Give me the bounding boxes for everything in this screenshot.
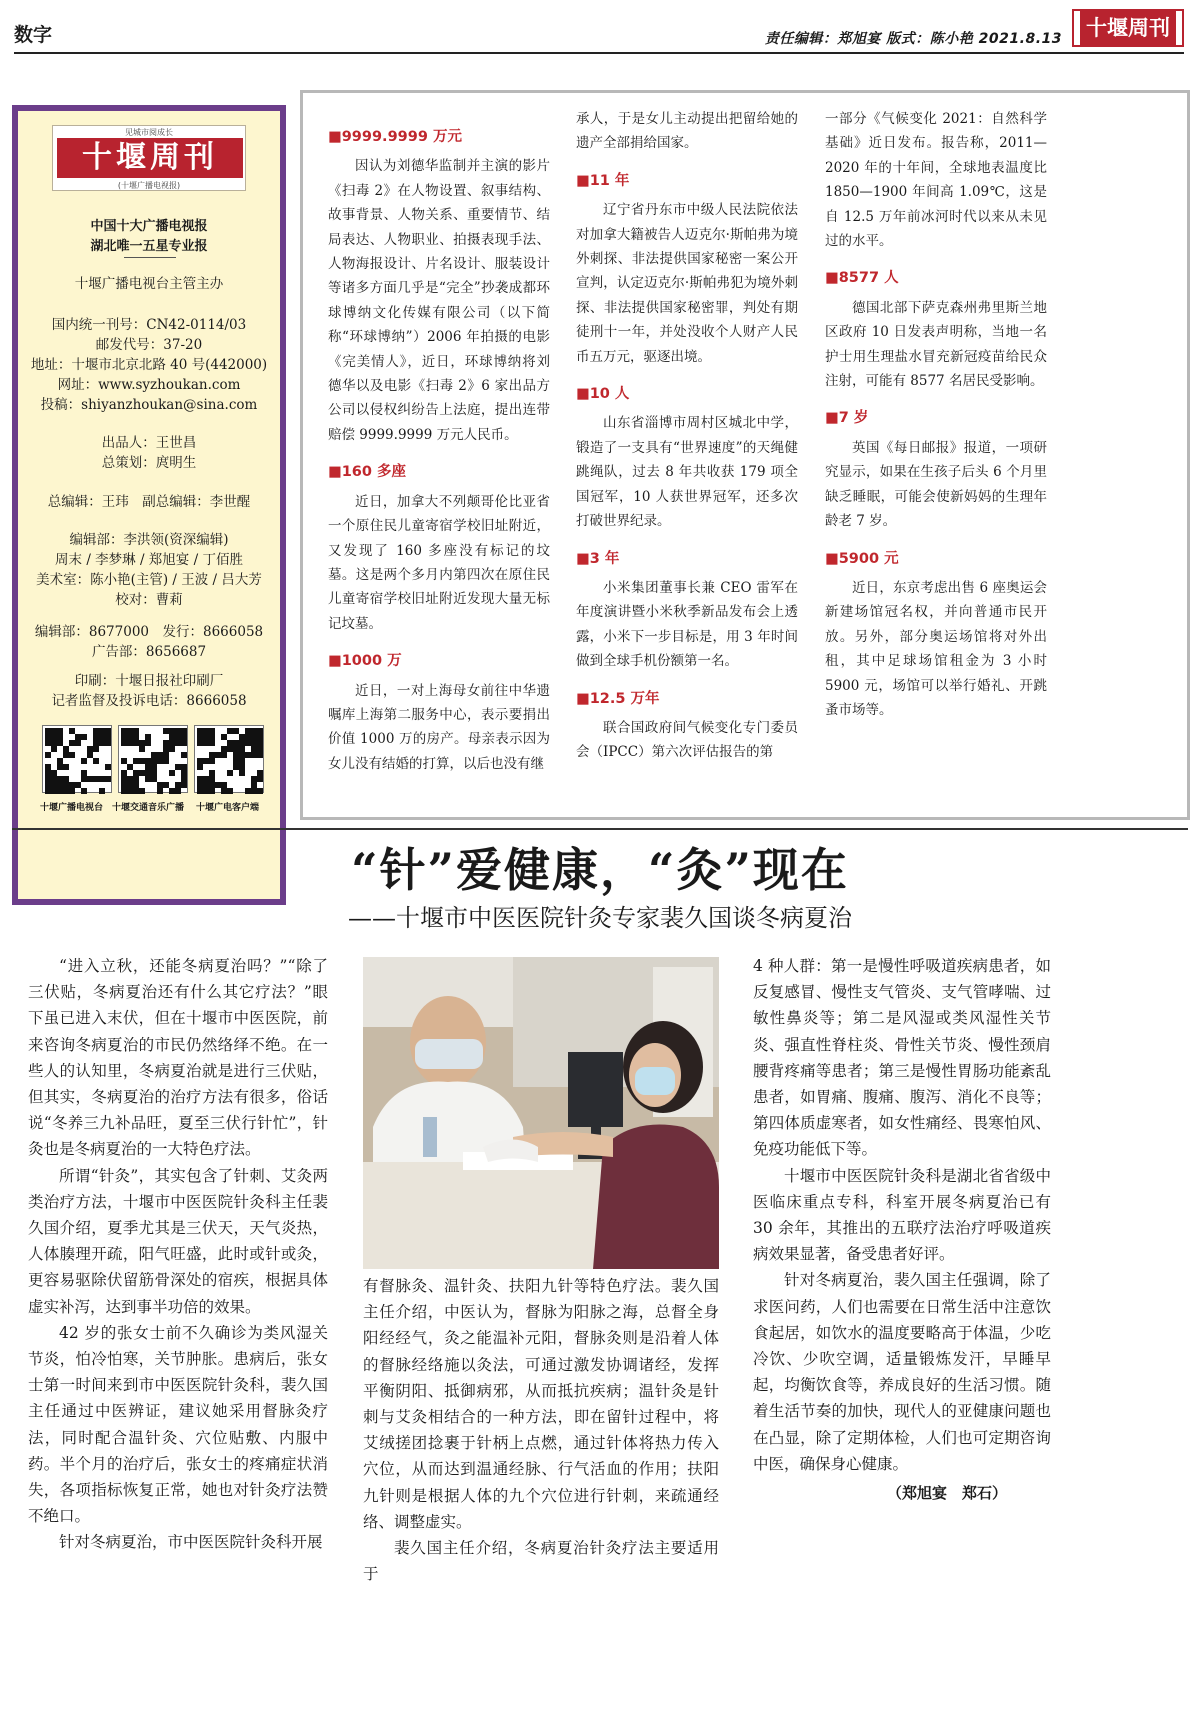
numbers-column-2 — [576, 107, 798, 765]
news-item-text: 辽宁省丹东市中级人民法院依法对加拿大籍被告人迈克尔·斯帕弗为境外刺探、非法提供国家秘密一案公开宣判，认定迈克尔·斯帕弗犯为境外刺探、非法提供国家秘密罪，判处有期徒刑十一年，并处没收个人财产人民币五万元，驱逐出境。 — [576, 202, 798, 365]
figure-heading: ■11 年 — [576, 172, 630, 189]
news-item-text: 近日，加拿大不列颠哥伦比亚省一个原住民儿童寄宿学校旧址附近，又发现了 160 多座没有标记的坟墓。这是两个多月内第四次在原住民儿童寄宿学校旧址附近发现大量无标记坟墓。 — [328, 493, 550, 632]
figure-heading: ■9999.9999 万元 — [328, 129, 462, 145]
sponsor: 十堰广播电视台主管主办 — [74, 276, 224, 292]
numbers-column-1 — [328, 107, 550, 776]
article-paragraph: 十堰市中医医院针灸科是湖北省省级中医临床重点专科，科室开展冬病夏治已有 30 余年，其推出的五联疗法治疗呼吸道疾病效果显著，备受患者好评。 — [753, 1166, 1051, 1264]
header-rule — [14, 52, 1184, 54]
figure-heading: ■7 岁 — [825, 410, 869, 427]
figure-heading: ■12.5 万年 — [576, 690, 660, 707]
section-divider — [12, 828, 1188, 830]
figure-heading: ■10 人 — [576, 386, 630, 403]
staff: 周末 / 李梦琳 / 郑旭宴 / 丁佰胜 — [55, 552, 243, 568]
printer: 印刷：十堰日报社印刷厂 — [74, 673, 224, 689]
news-item-text: 近日，东京考虑出售 6 座奥运会新建场馆冠名权，并向普通市民开放。另外，部分奥运场馆将对外出租，其中足球场馆租金为 3 小时 5900 元，场馆可以举行婚礼、开跳蚤市场等。 — [825, 579, 1047, 718]
news-item-text: 联合国政府间气候变化专门委员会（IPCC）第六次评估报告的第 — [576, 719, 798, 761]
postcode: 邮发代号：37-20 — [95, 337, 203, 353]
header-logo-text: 十堰周刊 — [1080, 11, 1176, 45]
article-continued-text: 4 种人群：第一是慢性呼吸道疾病患者，如反复感冒、慢性支气管炎、支气管哮喘、过敏性鼻炎等；第二是风湿或类风湿性关节炎、强直性脊柱炎、骨性关节炎、慢性颈肩腰背疼痛等患者；第三是慢性胃肠功能紊乱患者，如胃痛、腹痛、腹泻、消化不良等；第四体质虚寒者，如女性痛经、畏寒怕风、免疫功能低下等。 — [753, 957, 1051, 1159]
page-header — [0, 0, 1200, 56]
website: 网址：www.syzhoukan.com — [57, 377, 241, 393]
publisher: 出品人：王世昌 — [101, 435, 197, 451]
address: 地址：十堰市北京北路 40 号(442000) — [30, 357, 268, 373]
article-continued-text: 有督脉灸、温针灸、扶阳九针等特色疗法。裴久国主任介绍，中医认为，督脉为阳脉之海，总督全身阳经经气，灸之能温补元阳，督脉灸则是沿着人体的督脉经络施以灸法，可通过激发协调诸经，发挥平衡阴阳、抵御病邪，从而抵抗疾病；温针灸是针刺与艾灸相结合的一种方法，即在留针过程中，将艾绒搓团捻裹于针柄上点燃，通过针体将热力传入穴位，从而达到温通经脉、行气活血的作用；扶阳九针则是根据人体的九个穴位进行针刺，来疏通经络、调整虚实。 — [363, 1277, 719, 1531]
qr-label-tv: 十堰广播电视台 — [40, 803, 104, 813]
masthead-logo — [52, 125, 246, 191]
news-item-text: 山东省淄博市周村区城北中学，锻造了一支具有“世界速度”的天绳健跳绳队，过去 8 年共收获 179 项全国冠军，10 人获世界冠军，还多次打破世界纪录。 — [576, 415, 798, 530]
figure-heading: ■160 多座 — [328, 464, 407, 481]
slogan-1: 中国十大广播电视报 — [90, 219, 208, 234]
masthead-box — [12, 105, 286, 905]
editor-credits: 责任编辑：郑旭宴 版式：陈小艳 2021.8.13 — [764, 31, 1062, 47]
chief-editors: 总编辑：王玮 副总编辑：李世醒 — [47, 494, 251, 510]
article-paragraph: 裴久国主任介绍，冬病夏治针灸疗法主要适用于 — [363, 1539, 719, 1584]
numbers-continued-text: 一部分《气候变化 2021：自然科学基础》近日发布。报告称，2011—2020 年的十年间，全球地表温度比 1850—1900 年间高 1.09℃，这是自 12.5 万年前冰河时代以来从未见过的水平。 — [825, 111, 1047, 250]
acupuncture-consultation-photo — [363, 957, 719, 1269]
article-paragraph: 所谓“针灸”，其实包含了针刺、艾灸两类治疗方法，十堰市中医医院针灸科主任裴久国介绍，夏季尤其是三伏天，天气炎热，人体腠理开疏，阳气旺盛，此时或针或灸，更容易驱除伏留筋骨深处的宿疾，根据具体虚实补泻，达到事半功倍的效果。 — [28, 1166, 328, 1316]
article-title: “针”爱健康，“灸”现在 — [351, 843, 849, 897]
article-column-2 — [363, 1273, 719, 1587]
section-label: 数字 — [14, 24, 53, 46]
planner: 总策划：庹明生 — [101, 455, 197, 471]
email: 投稿：shiyanzhoukan@sina.com — [40, 397, 258, 413]
article-column-3 — [753, 953, 1051, 1477]
numbers-continued-text: 承人，于是女儿主动提出把留给她的遗产全部捐给国家。 — [576, 111, 798, 152]
art-dept: 美术室：陈小艳(主管) / 王波 / 吕大芳 — [36, 572, 262, 588]
article-byline: （郑旭宴 郑石） — [887, 1484, 1008, 1502]
article-column-1 — [28, 953, 328, 1556]
figure-heading: ■3 年 — [576, 550, 620, 567]
divider — [124, 257, 176, 258]
figure-heading: ■8577 人 — [825, 270, 899, 287]
qr-label-radio: 十堰交通音乐广播 — [112, 803, 185, 813]
issn: 国内统一刊号：CN42-0114/03 — [51, 317, 247, 333]
slogan-2: 湖北唯一五星专业报 — [90, 239, 208, 254]
photo-illustration — [363, 957, 719, 1269]
article-paragraph: “进入立秋，还能冬病夏治吗？”“除了三伏贴，冬病夏治还有什么其它疗法？”眼下虽已进入末伏，但在十堰市中医医院，前来咨询冬病夏治的市民仍然络绎不绝。在一些人的认知里，冬病夏治就是进行三伏贴，但其实，冬病夏治的治疗方法有很多，俗话说“冬养三九补品旺，夏至三伏行针忙”，针灸也是冬病夏治的一大特色疗法。 — [28, 957, 328, 1159]
numbers-news-box — [300, 90, 1190, 820]
article-paragraph: 针对冬病夏治，裴久国主任强调，除了求医问药，人们也需要在日常生活中注意饮食起居，如饮水的温度要略高于体温，少吃冷饮、少吹空调，适量锻炼发汗，早睡早起，均衡饮食等，养成良好的生活习惯。随着生活节奏的加快，现代人的亚健康问题也在凸显，除了定期体检，人们也可定期咨询中医，确保身心健康。 — [753, 1271, 1051, 1473]
qr-code-app[interactable] — [194, 725, 264, 793]
article-subtitle: ——十堰市中医医院针灸专家裴久国谈冬病夏治 — [348, 904, 852, 932]
proofreader: 校对：曹莉 — [115, 592, 183, 608]
figure-heading: ■5900 元 — [825, 550, 899, 567]
editorial-dept: 编辑部：李洪领(资深编辑) — [69, 532, 229, 548]
qr-code-radio[interactable] — [118, 725, 188, 793]
figure-heading: ■1000 万 — [328, 653, 402, 670]
phone-1: 编辑部：8677000 发行：8666058 — [34, 624, 264, 640]
news-item-text: 近日，一对上海母女前往中华遗嘱库上海第二服务中心，表示要捐出价值 1000 万的房产。母亲表示因为女儿没有结婚的打算，以后也没有继 — [328, 682, 550, 772]
news-item-text: 英国《每日邮报》报道，一项研究显示，如果在生孩子后头 6 个月里缺乏睡眠，可能会使新妈妈的生理年龄老 7 岁。 — [825, 439, 1047, 530]
logo-subtitle: (十堰广播电视报) — [117, 181, 181, 190]
article-paragraph: 42 岁的张女士前不久确诊为类风湿关节炎，怕冷怕寒，关节肿胀。患病后，张女士第一时间来到市中医医院针灸科，裴久国主任通过中医辨证，建议她采用督脉灸疗法，同时配合温针灸、穴位贴敷、内服中药。半个月的治疗后，张女士的疼痛症状消失，各项指标恢复正常，她也对针灸疗法赞不绝口。 — [28, 1323, 328, 1526]
header-logo — [1072, 9, 1184, 47]
qr-code-tv[interactable] — [42, 725, 112, 793]
numbers-column-3 — [825, 107, 1047, 722]
logo-tagline: 见城市阅成长 — [125, 128, 173, 137]
qr-label-app: 十堰广电客户端 — [196, 803, 260, 813]
news-item-text: 小米集团董事长兼 CEO 雷军在年度演讲暨小米秋季新品发布会上透露，小米下一步目标是，用 3 年时间做到全球手机份额第一名。 — [576, 579, 798, 670]
news-item-text: 因认为刘德华监制并主演的影片《扫毒 2》在人物设置、叙事结构、故事背景、人物关系、重要情节、结局表达、人物职业、拍摄表现手法、人物海报设计、片名设计、服装设计等诸多方面几乎是“完全”抄袭成都环球博纳文化传媒有限公司（以下简称“环球博纳”）2006 年拍摄的电影《完美情人》，近日，环球博纳将刘德华以及电影《扫毒 2》6 家出品方公司以侵权纠纷告上法庭，提出连带赔偿 9999.9999 万元人民币。 — [328, 158, 550, 443]
article-paragraph: 针对冬病夏治，市中医医院针灸科开展 — [59, 1533, 323, 1552]
news-item-text: 德国北部下萨克森州弗里斯兰地区政府 10 日发表声明称，当地一名护士用生理盐水冒充新冠疫苗给民众注射，可能有 8577 名居民受影响。 — [825, 299, 1047, 390]
logo-title: 十堰周刊 — [57, 138, 243, 178]
phone-2: 广告部：8656687 — [91, 644, 207, 660]
complaint-line: 记者监督及投诉电话：8666058 — [51, 693, 247, 709]
